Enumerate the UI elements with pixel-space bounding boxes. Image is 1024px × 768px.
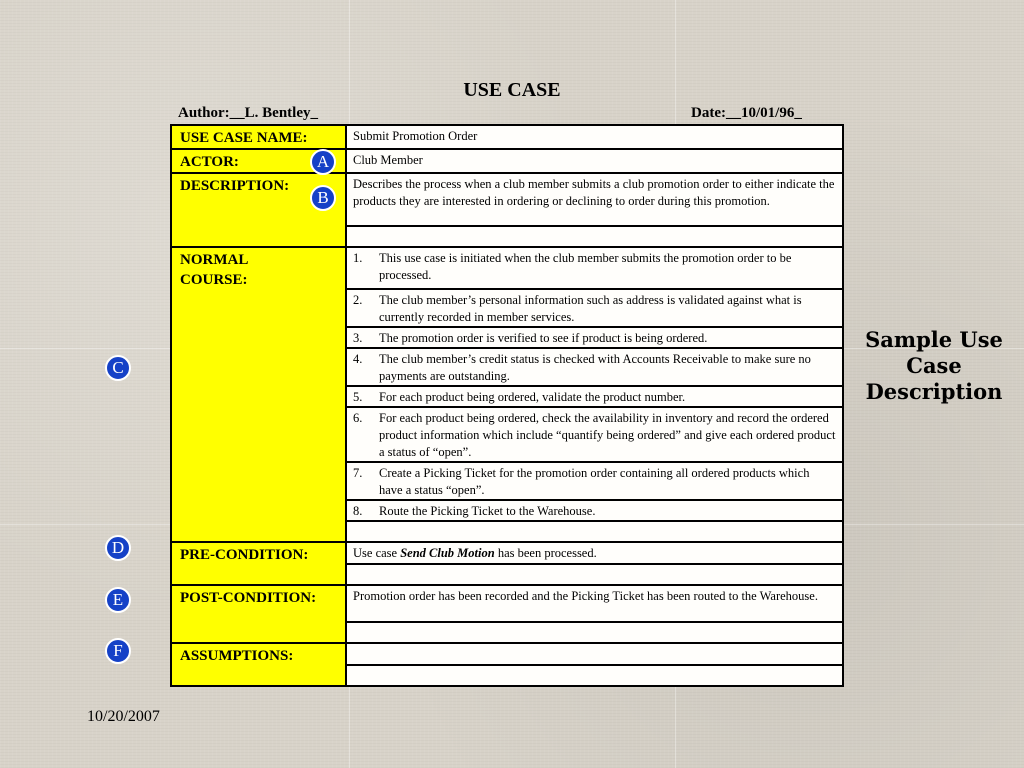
description-label: DESCRIPTION: bbox=[171, 173, 346, 247]
use-case-name-value: Submit Promotion Order bbox=[346, 125, 843, 149]
step-number: 8. bbox=[353, 504, 363, 518]
actor-label: ACTOR: bbox=[171, 149, 346, 173]
marker-f: F bbox=[105, 638, 131, 664]
blank-cell bbox=[346, 564, 843, 585]
blank-cell bbox=[346, 521, 843, 542]
marker-e: E bbox=[105, 587, 131, 613]
step-text: Route the Picking Ticket to the Warehouse. bbox=[379, 504, 596, 518]
marker-c: C bbox=[105, 355, 131, 381]
pre-condition-value bbox=[346, 542, 843, 564]
actor-value: Club Member bbox=[346, 149, 843, 173]
blank-cell bbox=[346, 226, 843, 247]
blank-cell bbox=[346, 665, 843, 686]
marker-b: B bbox=[310, 185, 336, 211]
table-row bbox=[171, 173, 843, 226]
pre-condition-suffix: has been processed. bbox=[494, 546, 597, 560]
step-text: This use case is initiated when the club member submits the promotion order to be processed. bbox=[379, 251, 792, 282]
step-text: For each product being ordered, check the availability in inventory and record the ordered product information which include “quantify being ordered” and give each ordered product a status of “open”. bbox=[379, 411, 836, 459]
use-case-table bbox=[170, 124, 844, 687]
step-number: 7. bbox=[353, 466, 363, 480]
normal-course-step bbox=[346, 348, 843, 386]
description-value: Describes the process when a club member submits a club promotion order to either indicate the products they are interested in ordering or declining to order during this promotion. bbox=[346, 173, 843, 226]
footer-date: 10/20/2007 bbox=[87, 708, 160, 725]
normal-course-step bbox=[346, 247, 843, 289]
step-number: 6. bbox=[353, 411, 363, 425]
author-line: Author:__L. Bentley_ bbox=[178, 105, 318, 121]
post-condition-label: POST-CONDITION: bbox=[171, 585, 346, 643]
normal-course-step bbox=[346, 407, 843, 462]
step-text: For each product being ordered, validate the product number. bbox=[379, 390, 686, 404]
step-text: The club member’s personal information such as address is validated against what is currently recorded in member services. bbox=[379, 293, 802, 324]
step-number: 1. bbox=[353, 251, 363, 265]
table-row bbox=[171, 125, 843, 149]
normal-course-label-text: NORMAL COURSE: bbox=[180, 252, 248, 288]
normal-course-step bbox=[346, 289, 843, 327]
step-number: 3. bbox=[353, 331, 363, 345]
table-row bbox=[171, 247, 843, 289]
step-number: 5. bbox=[353, 390, 363, 404]
sample-use-case-title: Sample Use Case Description bbox=[865, 327, 1003, 404]
normal-course-step bbox=[346, 500, 843, 521]
normal-course-step bbox=[346, 386, 843, 407]
normal-course-step bbox=[346, 462, 843, 500]
normal-course-step bbox=[346, 327, 843, 348]
blank-cell bbox=[346, 643, 843, 665]
table-row bbox=[171, 542, 843, 564]
normal-course-label bbox=[171, 247, 346, 542]
page-title: USE CASE bbox=[463, 79, 561, 101]
table-row bbox=[171, 585, 843, 622]
marker-d: D bbox=[105, 535, 131, 561]
blank-cell bbox=[346, 622, 843, 643]
pre-condition-label: PRE-CONDITION: bbox=[171, 542, 346, 585]
step-number: 2. bbox=[353, 293, 363, 307]
use-case-name-label: USE CASE NAME: bbox=[171, 125, 346, 149]
post-condition-value: Promotion order has been recorded and the Picking Ticket has been routed to the Warehouse. bbox=[346, 585, 843, 622]
table-row bbox=[171, 643, 843, 665]
table-row bbox=[171, 149, 843, 173]
pre-condition-prefix: Use case bbox=[353, 546, 401, 560]
step-number: 4. bbox=[353, 352, 363, 366]
step-text: The club member’s credit status is checked with Accounts Receivable to make sure no payments are outstanding. bbox=[379, 352, 811, 383]
step-text: The promotion order is verified to see if product is being ordered. bbox=[379, 331, 708, 345]
date-line: Date:__10/01/96_ bbox=[691, 105, 802, 121]
step-text: Create a Picking Ticket for the promotion order containing all ordered products which have a status “open”. bbox=[379, 466, 810, 497]
pre-condition-emphasis: Send Club Motion bbox=[400, 546, 495, 560]
marker-a: A bbox=[310, 149, 336, 175]
assumptions-label: ASSUMPTIONS: bbox=[171, 643, 346, 686]
